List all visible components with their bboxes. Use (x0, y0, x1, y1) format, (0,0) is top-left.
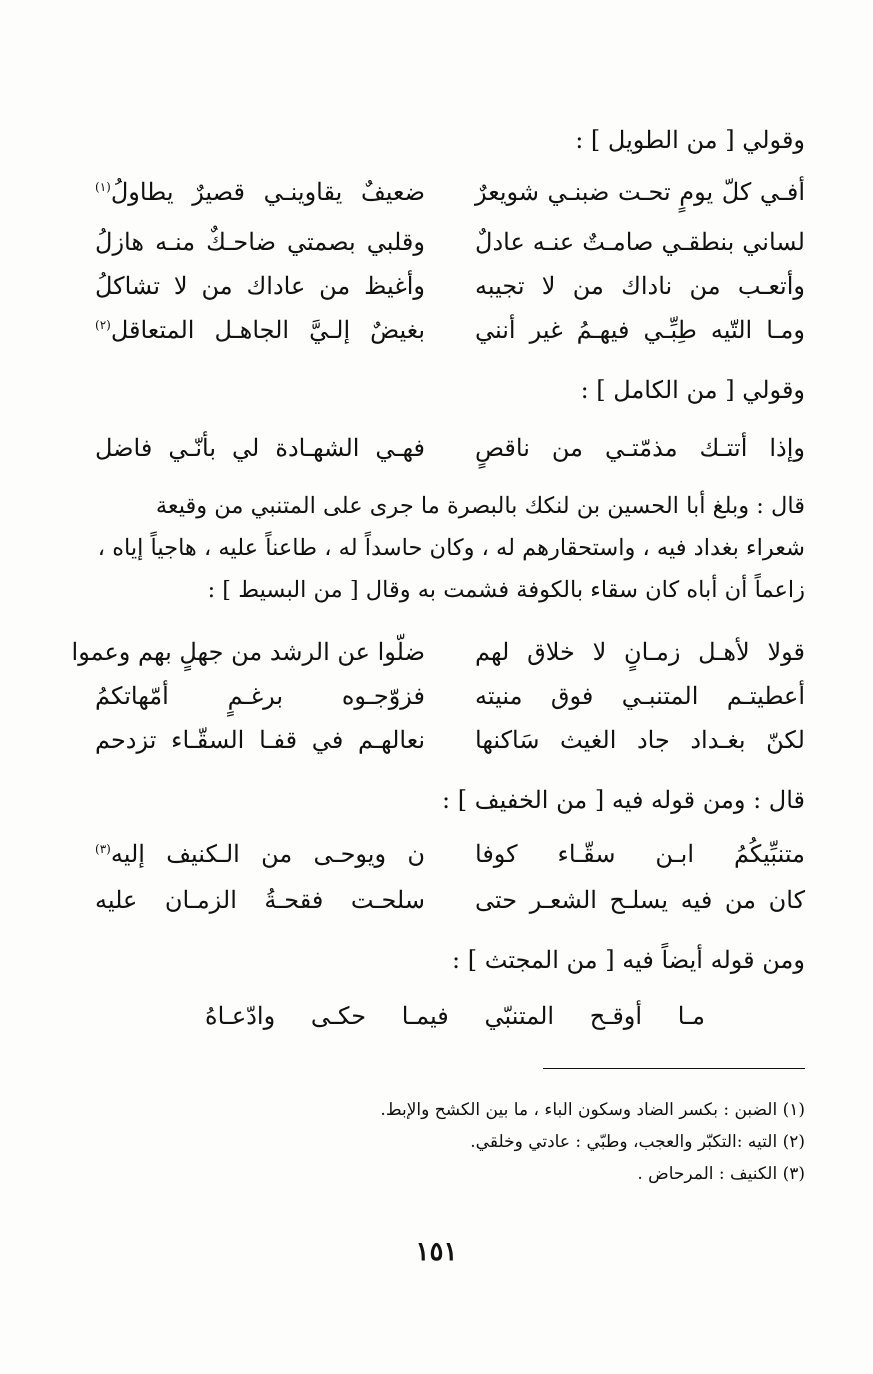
verse-line (95, 720, 805, 760)
verse-second-hemistich: نعالهـم في قفـا السقّـاء تزدحم (95, 726, 425, 754)
verse-first-hemistich: وإذا أتتـك مذمّتـي من ناقصٍ (475, 434, 805, 462)
footnote-ref: (٢) (95, 318, 111, 332)
prose-line: زاعماً أن أباه كان سقاء بالكوفة فشمت به وقال [ من البسيط ] : (207, 577, 805, 603)
verse-first-hemistich: قولا لأهـل زمـانٍ لا خلاق لهم (475, 638, 805, 666)
verse-second-hemistich: ضلّوا عن الرشد من جهلٍ بهم وعموا (71, 638, 425, 666)
verse-second-hemistich (95, 834, 425, 874)
verse-first-hemistich: لكنّ بغـداد جاد الغيث سَاكنها (475, 726, 805, 754)
prose-line: شعراء بغداد فيه ، واستحقارهم له ، وكان حاسداً له ، طاعناً عليه ، هاجياً إياه ، (97, 535, 805, 561)
verse-second-hemistich (95, 310, 425, 350)
verse-first-hemistich: وأتعـب من ناداك من لا تجيبه (475, 272, 805, 300)
footnote: (١) الضبن : بكسر الضاد وسكون الباء ، ما بين الكشح والإبط. (380, 1100, 805, 1120)
verse-second-hemistich (95, 172, 425, 212)
hemistich-text: بغيضٌ إلـيَّ الجاهـل المتعاقل (110, 316, 425, 344)
verse-line (95, 676, 805, 716)
page-number: ١٥١ (415, 1237, 458, 1267)
verse-line (95, 428, 805, 468)
verse-line (95, 172, 805, 212)
verse-line (95, 310, 805, 350)
verse-second-hemistich: فهـي الشهـادة لي بأنّـي فاضل (95, 434, 425, 462)
footnote: (٢) التيه :التكبّر والعجب، وطبّي : عادتي وخلقي. (470, 1132, 805, 1152)
prose-line: قال : وبلغ أبا الحسين بن لنكك بالبصرة ما جرى على المتنبي من وقيعة (155, 493, 805, 519)
verse-first-hemistich: أعطيتـم المتنبـي فوق منيته (475, 682, 805, 710)
verse-line (95, 996, 805, 1036)
footnote-ref: (١) (95, 180, 111, 194)
verse-second-hemistich: وأغيظ من عاداك من لا تشاكلُ (95, 272, 425, 300)
verse-second-hemistich: سلحـت فقحـةُ الزمـان عليه (95, 886, 425, 914)
section-heading: قال : ومن قوله فيه [ من الخفيف ] : (442, 786, 805, 814)
verse-line (95, 266, 805, 306)
footnote: (٣) الكنيف : المرحاض . (637, 1164, 805, 1184)
hemistich-text: ضعيفٌ يقاوينـي قصيرٌ يطاولُ (110, 178, 425, 206)
verse-first-hemistich: ومـا التّيه طِبِّـي فيهـمُ غير أنني (475, 316, 805, 344)
hemistich-text: ن ويوحـى من الـكنيف إليه (110, 840, 425, 868)
verse-second-hemistich: وقلبي بصمتي ضاحـكٌ منـه هازلُ (95, 228, 425, 256)
section-heading: ومن قوله أيضاً فيه [ من المجتث ] : (452, 946, 805, 974)
verse-first-hemistich: لساني بنطقـي صامـتٌ عنـه عادلٌ (475, 228, 805, 256)
section-heading: وقولي [ من الكامل ] : (580, 376, 805, 404)
verse-line (95, 880, 805, 920)
verse-line (95, 222, 805, 262)
footnote-ref: (٣) (95, 842, 111, 856)
verse-first-hemistich: كان من فيه يسلـح الشعـر حتى (475, 886, 805, 914)
verse-line (71, 632, 805, 672)
verse-single-hemistich: مـا أوقـح المتنبّي فيمـا حكـى وادّعـاهُ (205, 1002, 705, 1030)
verse-first-hemistich: أفـي كلّ يومٍ تحـت ضبنـي شويعرٌ (475, 178, 805, 206)
footnote-divider (543, 1068, 805, 1069)
section-heading: وقولي [ من الطويل ] : (575, 126, 805, 154)
verse-first-hemistich: متنبِّيكُمُ ابـن سقّـاء كوفا (475, 840, 805, 868)
verse-line (95, 834, 805, 874)
verse-second-hemistich: فزوّجـوه برغـمٍ أمّهاتكمُ (95, 682, 425, 710)
